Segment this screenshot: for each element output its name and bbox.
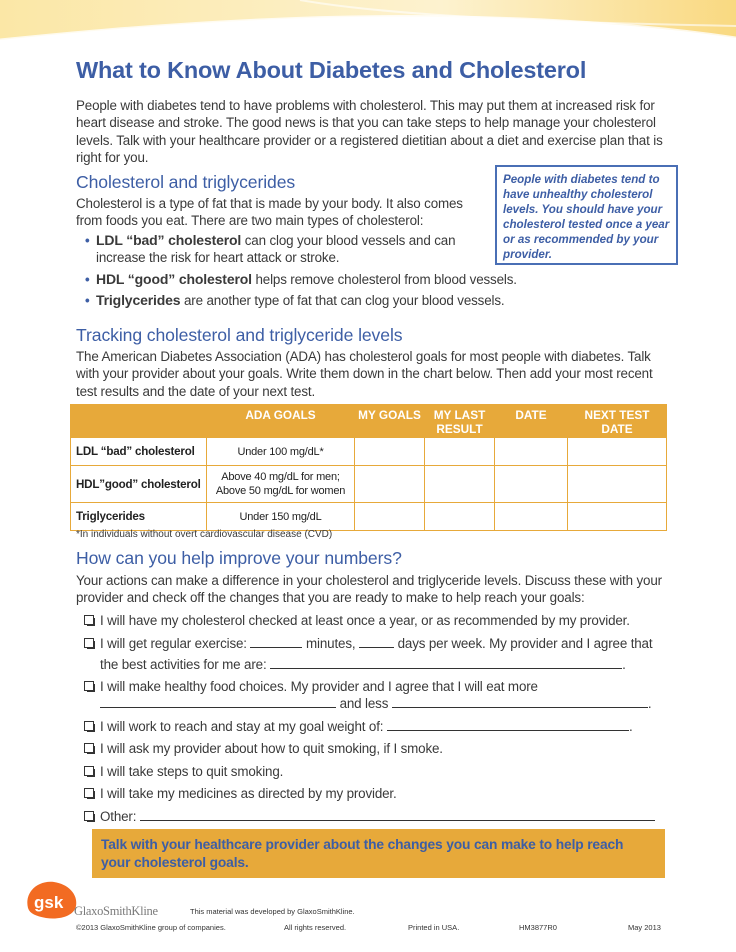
checklist-item: I will take steps to quit smoking. [84, 763, 664, 780]
section-heading-cholesterol: Cholesterol and triglycerides [76, 172, 296, 192]
checklist-item: I will have my cholesterol checked at least once a year, or as recommended by my provider. [84, 612, 664, 629]
checklist-item: I will ask my provider about how to quit smoking, if I smoke. [84, 740, 664, 757]
checklist-item: I will take my medicines as directed by my provider. [84, 785, 664, 802]
banner-box [92, 829, 665, 878]
ada-goal-cell: Above 40 mg/dL for men; Above 50 mg/dL for women [207, 466, 355, 503]
checkbox[interactable] [84, 788, 94, 798]
table-header: NEXT TEST DATE [568, 405, 667, 438]
svg-text:gsk: gsk [34, 893, 64, 912]
checkbox[interactable] [84, 743, 94, 753]
table-row [71, 438, 667, 466]
eat-more-blank[interactable] [100, 696, 336, 708]
my-goal-cell[interactable] [355, 438, 425, 466]
table-header-row [71, 405, 667, 438]
table-header: MY LAST RESULT [425, 405, 495, 438]
checkbox[interactable] [84, 766, 94, 776]
company-name: GlaxoSmithKline [74, 904, 158, 918]
callout-text: People with diabetes tend to have unhealthy cholesterol levels. You should have your cholesterol tested once a year or as recommended by your provider. [503, 173, 670, 261]
document-code: HM3877R0 [519, 923, 557, 932]
action-checklist [84, 612, 664, 830]
header-swoosh [0, 0, 736, 60]
improve-section [76, 548, 676, 607]
table-row [71, 466, 667, 503]
developed-by-note: This material was developed by GlaxoSmithKline. [190, 907, 355, 916]
exercise-minutes-blank[interactable] [250, 636, 302, 648]
goal-weight-blank[interactable] [387, 719, 629, 731]
last-result-cell[interactable] [425, 503, 495, 531]
last-result-cell[interactable] [425, 438, 495, 466]
section-heading-improve: How can you help improve your numbers? [76, 548, 402, 568]
checklist-item: Other: [84, 808, 664, 825]
callout-box [495, 165, 678, 265]
tracking-body: The American Diabetes Association (ADA) has cholesterol goals for most people with diabetes. Talk with your provider about your goals. Write them down in the chart below. Then add your most recent test results and the date of your next test. [76, 349, 653, 399]
date-cell[interactable] [495, 466, 568, 503]
exercise-days-blank[interactable] [359, 636, 394, 648]
checkbox[interactable] [84, 721, 94, 731]
checkbox[interactable] [84, 681, 94, 691]
gsk-logo-icon [22, 878, 82, 920]
copyright-text: ©2013 GlaxoSmithKline group of companies. [76, 923, 226, 932]
banner-text: Talk with your healthcare provider about the changes you can make to help reach your cholesterol goals. [101, 837, 624, 870]
rights-text: All rights reserved. [284, 923, 347, 932]
improve-body: Your actions can make a difference in your cholesterol and triglyceride levels. Discuss these with your provider and check off the changes that you are ready to make to help reach your goals: [76, 573, 662, 606]
checklist-item: I will get regular exercise: minutes, days per week. My provider and I agree that the best activities for me are: . [84, 635, 664, 673]
table-row [71, 503, 667, 531]
ada-goal-cell: Under 100 mg/dL* [207, 438, 355, 466]
row-label: Triglycerides [71, 503, 207, 531]
document-date: May 2013 [628, 923, 661, 932]
checklist-item: I will make healthy food choices. My provider and I agree that I will eat more and less . [84, 678, 664, 712]
table-header [71, 405, 207, 438]
checkbox[interactable] [84, 811, 94, 821]
table-header: MY GOALS [355, 405, 425, 438]
list-item: • HDL “good” cholesterol helps remove cholesterol from blood vessels. [76, 271, 676, 288]
activities-blank[interactable] [270, 657, 622, 669]
next-test-date-cell[interactable] [568, 438, 667, 466]
next-test-date-cell[interactable] [568, 503, 667, 531]
row-label: HDL”good” cholesterol [71, 466, 207, 503]
my-goal-cell[interactable] [355, 503, 425, 531]
checklist-item: I will work to reach and stay at my goal weight of: . [84, 718, 664, 735]
checkbox[interactable] [84, 615, 94, 625]
tracking-section [76, 325, 676, 400]
row-label: LDL “bad” cholesterol [71, 438, 207, 466]
list-item: • LDL “bad” cholesterol can clog your blood vessels and can increase the risk for heart attack or stroke. [76, 232, 456, 267]
date-cell[interactable] [495, 503, 568, 531]
eat-less-blank[interactable] [392, 696, 648, 708]
my-goal-cell[interactable] [355, 466, 425, 503]
cholesterol-body: Cholesterol is a type of fat that is made by your body. It also comes from foods you eat. There are two main types of cholesterol: [76, 196, 463, 229]
intro-paragraph: People with diabetes tend to have problems with cholesterol. This may put them at increased risk for heart disease and stroke. The good news is that you can take steps to help manage your cholesterol levels. Talk with your healthcare provider or a registered dietitian about a diet and exercise plan that is right for you. [76, 98, 663, 166]
checkbox[interactable] [84, 638, 94, 648]
other-blank[interactable] [140, 809, 655, 821]
goals-table [70, 404, 667, 531]
ada-goal-cell: Under 150 mg/dL [207, 503, 355, 531]
page-title: What to Know About Diabetes and Cholesterol [76, 57, 587, 83]
last-result-cell[interactable] [425, 466, 495, 503]
table-footnote: *In individuals without overt cardiovascular disease (CVD) [76, 529, 333, 540]
section-heading-tracking: Tracking cholesterol and triglyceride levels [76, 325, 403, 345]
list-item: • Triglycerides are another type of fat that can clog your blood vessels. [76, 292, 676, 309]
next-test-date-cell[interactable] [568, 466, 667, 503]
printed-text: Printed in USA. [408, 923, 460, 932]
table-header: ADA GOALS [207, 405, 355, 438]
date-cell[interactable] [495, 438, 568, 466]
table-header: DATE [495, 405, 568, 438]
